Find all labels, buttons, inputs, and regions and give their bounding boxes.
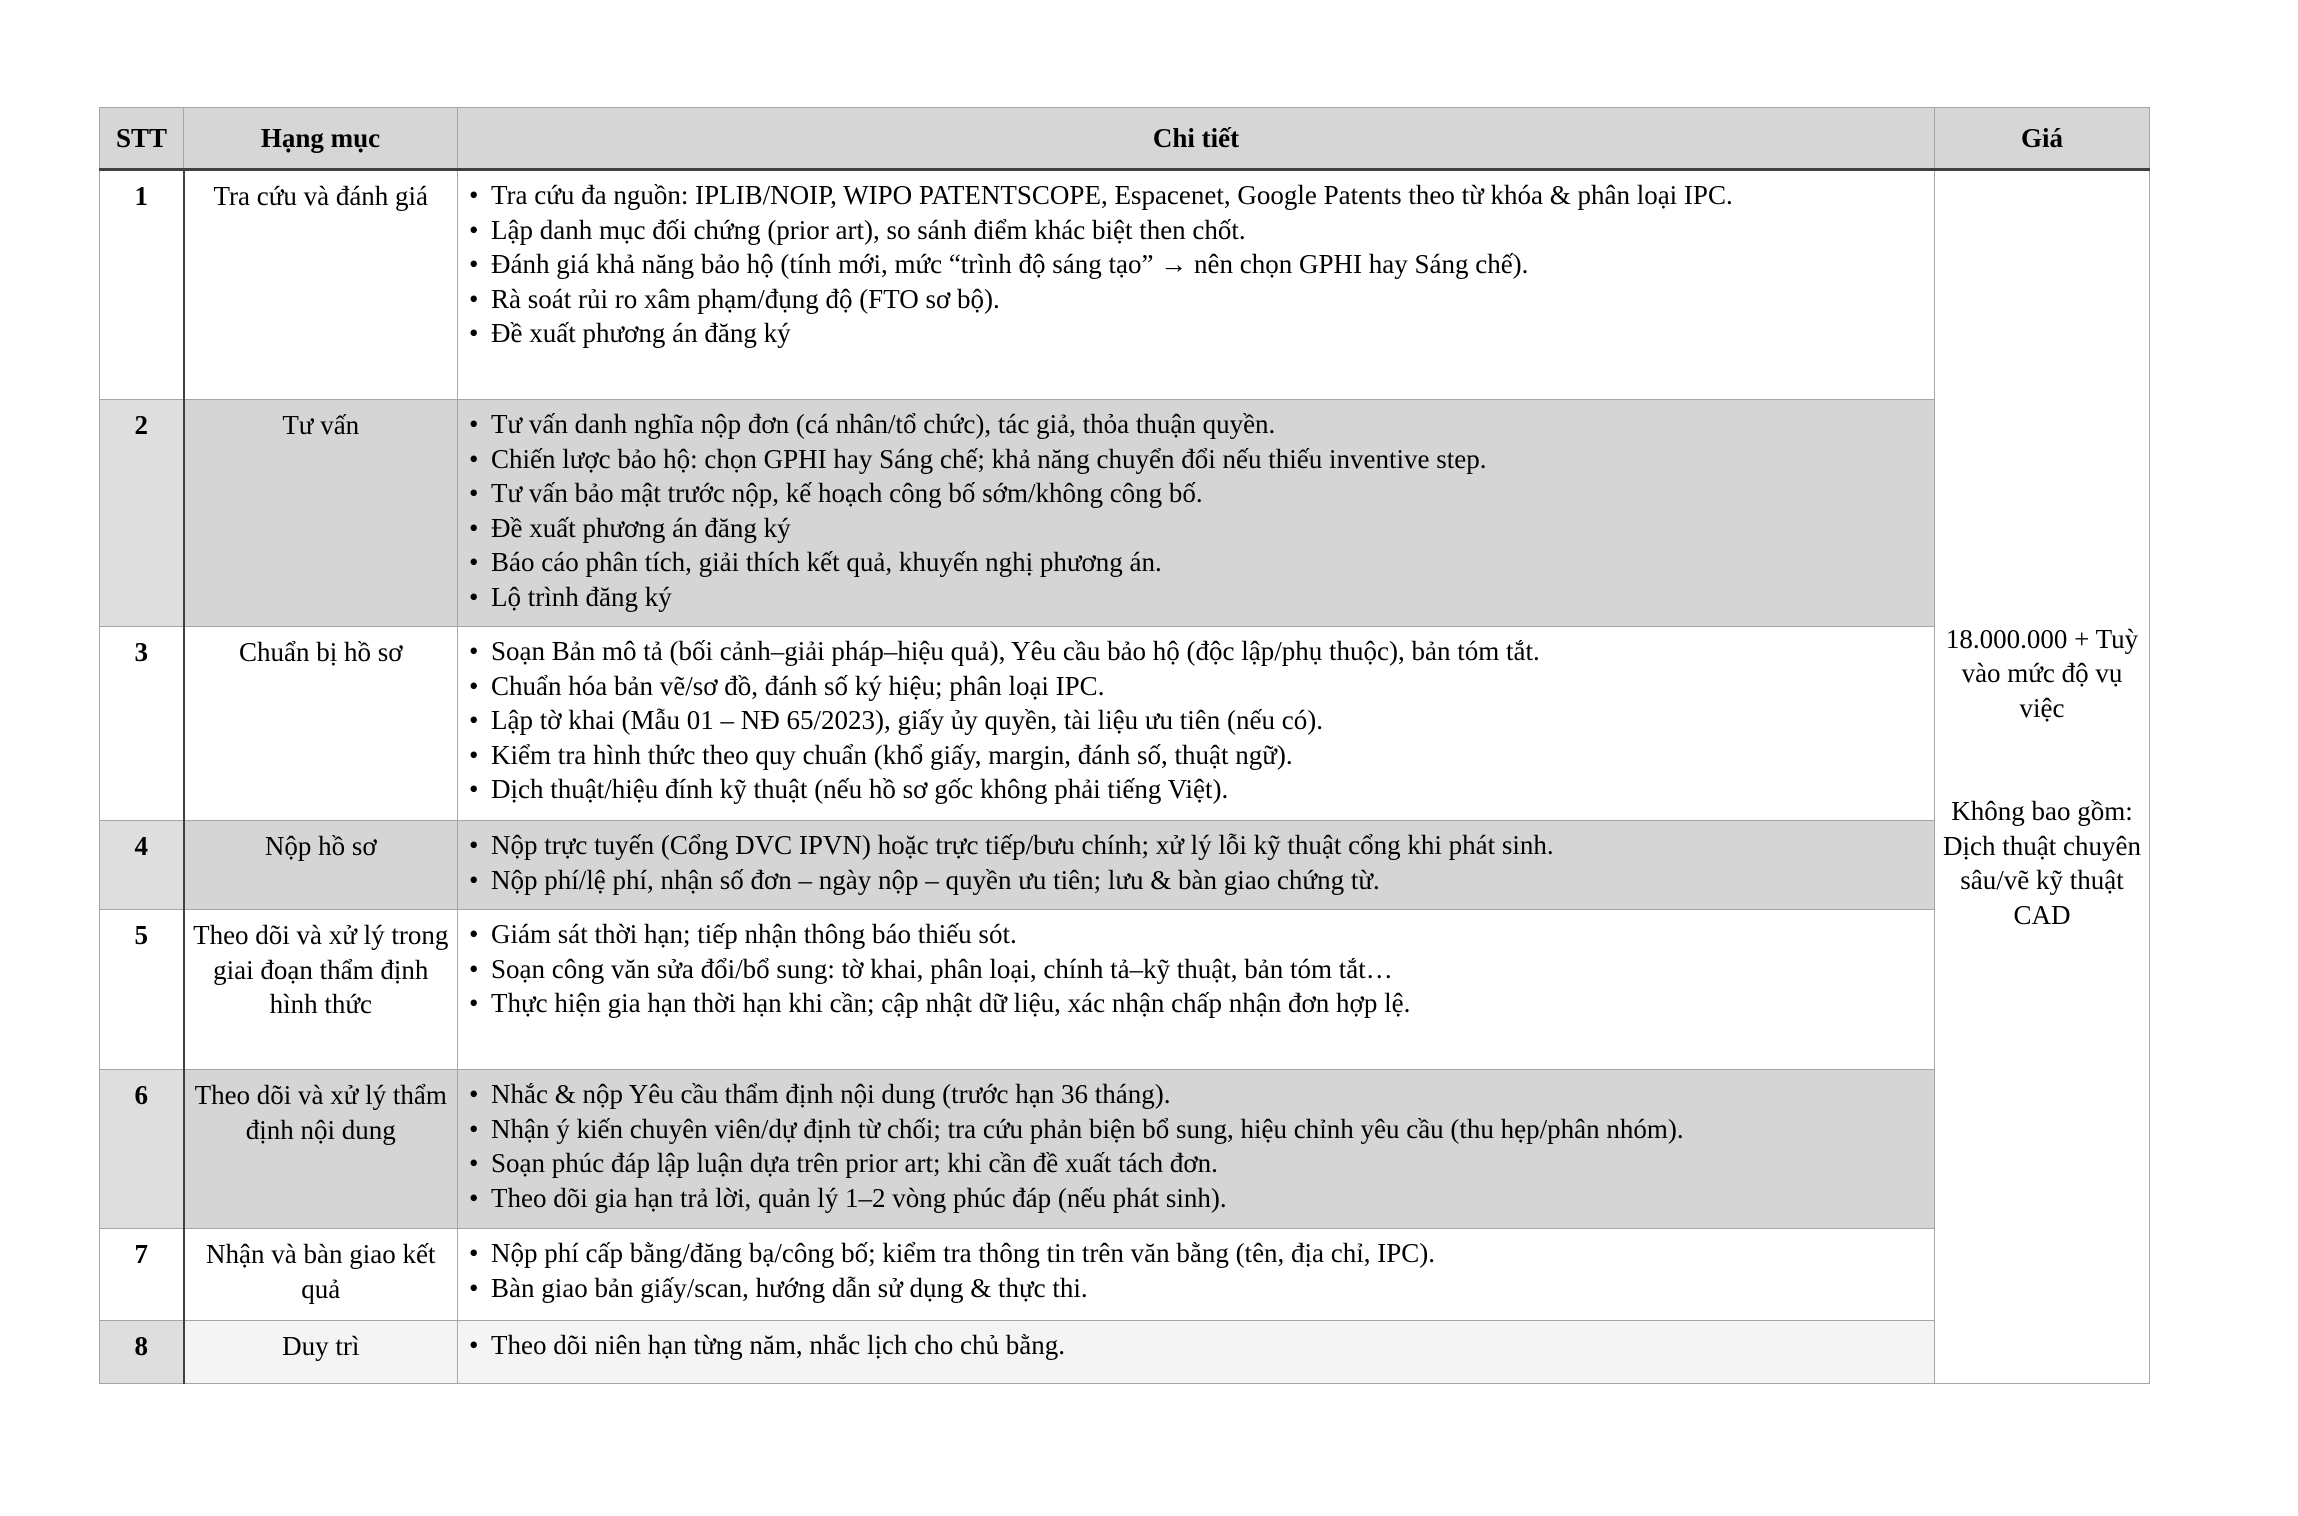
row-number: 3	[100, 627, 184, 821]
price-amount: 18.000.000 + Tuỳ vào mức độ vụ việc	[1945, 623, 2139, 723]
details-list-item: • Nộp phí cấp bằng/đăng bạ/công bố; kiểm tra thông tin trên văn bằng (tên, địa chỉ, IPC).	[466, 1236, 1924, 1271]
row-number: 5	[100, 910, 184, 1070]
table-row	[100, 1229, 2150, 1321]
details-list-item: • Theo dõi gia hạn trả lời, quản lý 1–2 vòng phúc đáp (nếu phát sinh).	[466, 1181, 1924, 1216]
service-price-table	[99, 107, 2150, 1384]
details-list-item: • Lập danh mục đối chứng (prior art), so sánh điểm khác biệt then chốt.	[466, 213, 1924, 248]
table-body	[100, 170, 2150, 1384]
details-list-item: • Đề xuất phương án đăng ký	[466, 316, 1924, 351]
details-list-item: • Thực hiện gia hạn thời hạn khi cần; cập nhật dữ liệu, xác nhận chấp nhận đơn hợp lệ.	[466, 986, 1924, 1021]
details-list	[466, 634, 1924, 807]
row-details	[458, 627, 1935, 821]
details-list-item: • Rà soát rủi ro xâm phạm/đụng độ (FTO sơ bộ).	[466, 282, 1924, 317]
row-details	[458, 1321, 1935, 1384]
price-cell	[1935, 170, 2150, 1384]
row-category: Theo dõi và xử lý trong giai đoạn thẩm định hình thức	[184, 910, 458, 1070]
details-list-item: • Tư vấn bảo mật trước nộp, kế hoạch công bố sớm/không công bố.	[466, 476, 1924, 511]
details-list-item: • Chiến lược bảo hộ: chọn GPHI hay Sáng chế; khả năng chuyển đổi nếu thiếu inventive step.	[466, 442, 1924, 477]
details-list-item: • Đánh giá khả năng bảo hộ (tính mới, mức “trình độ sáng tạo” → nên chọn GPHI hay Sáng chế).	[466, 247, 1924, 282]
details-list-item: • Giám sát thời hạn; tiếp nhận thông báo thiếu sót.	[466, 917, 1924, 952]
details-list-item: • Dịch thuật/hiệu đính kỹ thuật (nếu hồ sơ gốc không phải tiếng Việt).	[466, 772, 1924, 807]
row-details	[458, 910, 1935, 1070]
table-row	[100, 627, 2150, 821]
price-spacer	[1943, 725, 2141, 794]
details-list	[466, 178, 1924, 351]
details-list	[466, 828, 1924, 897]
row-number: 1	[100, 170, 184, 400]
details-list	[466, 917, 1924, 1021]
table-row	[100, 1070, 2150, 1229]
row-category: Nhận và bàn giao kết quả	[184, 1229, 458, 1321]
table-row	[100, 910, 2150, 1070]
details-list-item: • Kiểm tra hình thức theo quy chuẩn (khổ giấy, margin, đánh số, thuật ngữ).	[466, 738, 1924, 773]
details-list	[466, 1236, 1924, 1305]
details-list-item: • Nộp trực tuyến (Cổng DVC IPVN) hoặc trực tiếp/bưu chính; xử lý lỗi kỹ thuật cổng khi phát sinh.	[466, 828, 1924, 863]
row-category: Tư vấn	[184, 400, 458, 627]
header-price: Giá	[1935, 108, 2150, 170]
row-details	[458, 1070, 1935, 1229]
row-number: 7	[100, 1229, 184, 1321]
row-category: Nộp hồ sơ	[184, 821, 458, 910]
header-details: Chi tiết	[458, 108, 1935, 170]
table-row	[100, 1321, 2150, 1384]
row-number: 8	[100, 1321, 184, 1384]
details-list-item: • Tư vấn danh nghĩa nộp đơn (cá nhân/tổ chức), tác giả, thỏa thuận quyền.	[466, 407, 1924, 442]
table-row	[100, 170, 2150, 400]
details-list-item: • Đề xuất phương án đăng ký	[466, 511, 1924, 546]
details-list-item: • Báo cáo phân tích, giải thích kết quả, khuyến nghị phương án.	[466, 545, 1924, 580]
row-category: Theo dõi và xử lý thẩm định nội dung	[184, 1070, 458, 1229]
details-list-item: • Chuẩn hóa bản vẽ/sơ đồ, đánh số ký hiệu; phân loại IPC.	[466, 669, 1924, 704]
details-list-item: • Lộ trình đăng ký	[466, 580, 1924, 615]
price-exclusion-note: Không bao gồm: Dịch thuật chuyên sâu/vẽ kỹ thuật CAD	[1943, 796, 2141, 930]
header-stt: STT	[100, 108, 184, 170]
details-list-item: • Soạn phúc đáp lập luận dựa trên prior art; khi cần đề xuất tách đơn.	[466, 1146, 1924, 1181]
details-list	[466, 407, 1924, 614]
details-list-item: • Soạn công văn sửa đổi/bổ sung: tờ khai, phân loại, chính tả–kỹ thuật, bản tóm tắt…	[466, 952, 1924, 987]
table-header-row	[100, 108, 2150, 170]
details-list-item: • Nhận ý kiến chuyên viên/dự định từ chối; tra cứu phản biện bổ sung, hiệu chỉnh yêu cầu (thu hẹp/phân nhóm).	[466, 1112, 1924, 1147]
details-list-item: • Nộp phí/lệ phí, nhận số đơn – ngày nộp – quyền ưu tiên; lưu & bàn giao chứng từ.	[466, 863, 1924, 898]
table-row	[100, 821, 2150, 910]
row-category: Tra cứu và đánh giá	[184, 170, 458, 400]
row-number: 4	[100, 821, 184, 910]
details-list	[466, 1077, 1924, 1215]
table-row	[100, 400, 2150, 627]
header-category: Hạng mục	[184, 108, 458, 170]
details-list-item: • Soạn Bản mô tả (bối cảnh–giải pháp–hiệu quả), Yêu cầu bảo hộ (độc lập/phụ thuộc), bản tóm tắt.	[466, 634, 1924, 669]
row-number: 6	[100, 1070, 184, 1229]
details-list-item: • Nhắc & nộp Yêu cầu thẩm định nội dung (trước hạn 36 tháng).	[466, 1077, 1924, 1112]
row-number: 2	[100, 400, 184, 627]
details-list-item: • Bàn giao bản giấy/scan, hướng dẫn sử dụng & thực thi.	[466, 1271, 1924, 1306]
details-list-item: • Theo dõi niên hạn từng năm, nhắc lịch cho chủ bằng.	[466, 1328, 1924, 1363]
row-details	[458, 1229, 1935, 1321]
row-category: Duy trì	[184, 1321, 458, 1384]
row-details	[458, 821, 1935, 910]
details-list-item: • Tra cứu đa nguồn: IPLIB/NOIP, WIPO PATENTSCOPE, Espacenet, Google Patents theo từ khóa & phân loại IPC.	[466, 178, 1924, 213]
row-details	[458, 400, 1935, 627]
details-list	[466, 1328, 1924, 1363]
row-category: Chuẩn bị hồ sơ	[184, 627, 458, 821]
details-list-item: • Lập tờ khai (Mẫu 01 – NĐ 65/2023), giấy ủy quyền, tài liệu ưu tiên (nếu có).	[466, 703, 1924, 738]
row-details	[458, 170, 1935, 400]
